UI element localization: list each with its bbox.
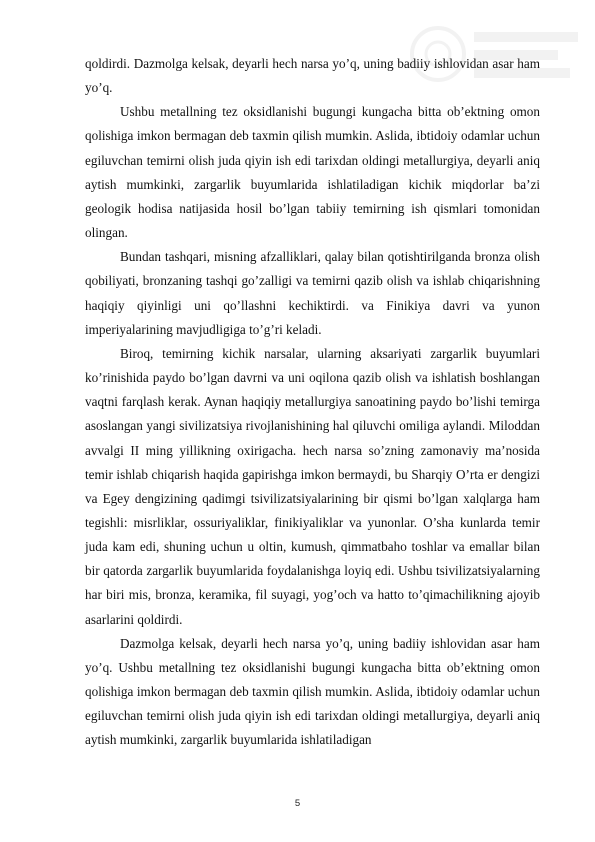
- paragraph: Biroq, temirning kichik narsalar, ularning aksariyati zargarlik buyumlari ko’rinishida paydo bo’lgan davrni va uni oqilona qazib olish va ishlatish boshlangan vaqtni farqlash kerak. Aynan haqiqiy metallurgiya sanoatining paydo bo’lishi temirga asoslangan yangi sivilizatsiya rivojlanishining hal qiluvchi omiliga aylandi. Miloddan avvalgi II ming yillikning oxirigacha. hech narsa so’zning zamonaviy ma’nosida temir ishlab chiqarish haqida gapirishga imkon bermaydi, bu Sharqiy O’rta er dengizi va Egey dengizining qadimgi tsivilizatsiyalarining bir qismi bo’lgan xalqlarga ham tegishli: misrliklar, ossuriyaliklar, finikiyaliklar va yunonlar. O’sha kunlarda temir juda kam edi, shuning uchun u oltin, kumush, qimmatbaho toshlar va emallar bilan bir qatorda zargarlik buyumlarida foydalanishga loyiq edi. Ushbu tsivilizatsiyalarning har biri mis, bronza, keramika, fil suyagi, yog’och va hatto to’qimachilikning ajoyib asarlarini qoldirdi.: [85, 345, 540, 627]
- paragraph-continuation: qoldirdi. Dazmolga kelsak, deyarli hech narsa yo’q, uning badiiy ishlovidan asar ham yo’q.: [85, 56, 540, 96]
- paragraph: Bundan tashqari, misning afzalliklari, qalay bilan qotishtirilganda bronza olish qobiliyati, bronzaning tashqi go’zalligi va temirni qazib olish va ishlab chiqarishning haqiqiy qiyinligi uni qo’llashni kechiktirdi. va Finikiya davri va yunon imperiyalarining mavjudligiga to’g’ri keladi.: [85, 249, 540, 337]
- paragraph: Dazmolga kelsak, deyarli hech narsa yo’q, uning badiiy ishlovidan asar ham yo’q. Ushbu metallning tez oksidlanishi bugungi kungacha bitta ob’ektning omon qolishiga imkon bermagan deb taxmin qilish mumkin. Aslida, ibtidoiy odamlar uchun egiluvchan temirni olish juda qiyin ish edi tarixdan oldingi metallurgiya, deyarli aniq aytish mumkinki, zargarlik buyumlarida ishlatiladigan: [85, 635, 540, 748]
- paragraph: Ushbu metallning tez oksidlanishi bugungi kungacha bitta ob’ektning omon qolishiga imkon bermagan deb taxmin qilish mumkin. Aslida, ibtidoiy odamlar uchun egiluvchan temirni olish juda qiyin ish edi tarixdan oldingi metallurgiya, deyarli aniq aytish mumkinki, zargarlik buyumlarida ishlatiladigan kichik miqdorlar ba’zi geologik hodisa natijasida hosil bo’lgan tabiiy temirning ish qismlari tomonidan olingan.: [85, 104, 540, 241]
- page-number: 5: [294, 798, 301, 809]
- body-text: [85, 52, 540, 753]
